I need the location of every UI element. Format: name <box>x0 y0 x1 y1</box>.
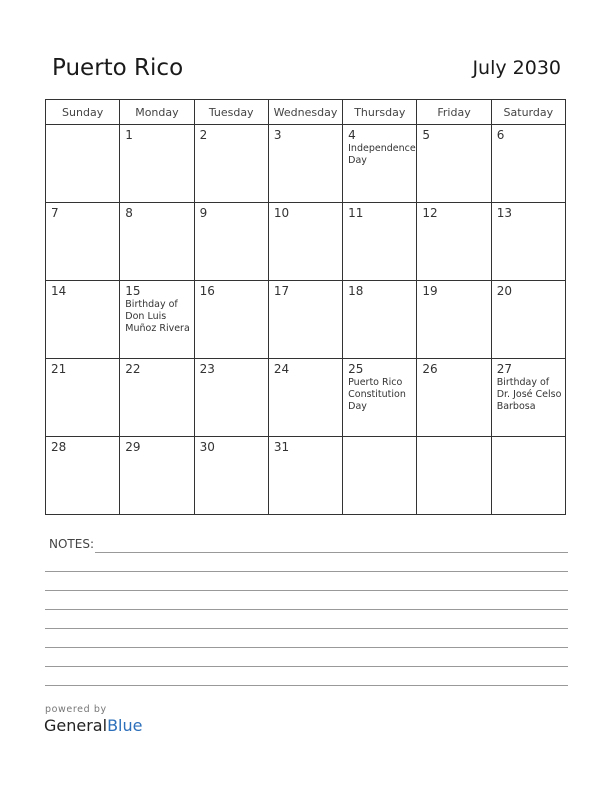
day-number: 20 <box>496 284 512 298</box>
day-number: 26 <box>422 362 438 376</box>
weekday-header: Wednesday <box>268 100 342 125</box>
day-number: 13 <box>496 206 512 220</box>
powered-by-label: powered by <box>45 704 107 715</box>
day-number: 14 <box>51 284 67 298</box>
day-cell <box>268 359 342 437</box>
day-cell <box>343 281 417 359</box>
day-number: 24 <box>273 362 290 376</box>
day-number: 11 <box>348 206 364 220</box>
day-number: 12 <box>422 206 438 220</box>
day-cell <box>46 281 120 359</box>
weekday-header: Sunday <box>46 100 120 125</box>
notes-line[interactable] <box>45 628 568 629</box>
weekday-header-row <box>46 100 566 125</box>
notes-line[interactable] <box>95 552 568 553</box>
notes-label: NOTES: <box>49 537 94 551</box>
day-number: 5 <box>422 128 431 142</box>
day-cell <box>194 203 268 281</box>
holiday-label: Puerto Rico Constitution Day <box>348 377 406 412</box>
day-number: 15 <box>125 284 141 298</box>
day-number: 8 <box>125 206 133 220</box>
day-cell <box>120 437 194 515</box>
day-cell <box>194 437 268 515</box>
day-cell <box>417 281 491 359</box>
day-number: 23 <box>199 362 215 376</box>
day-cell <box>417 437 491 515</box>
holiday-label: Birthday of Dr. José Celso Barbosa <box>496 377 562 412</box>
week-row <box>46 281 566 359</box>
notes-line[interactable] <box>45 666 568 667</box>
day-number: 2 <box>199 128 208 142</box>
day-cell <box>417 359 491 437</box>
day-number: 3 <box>273 128 282 142</box>
day-number: 9 <box>199 206 208 220</box>
day-number: 25 <box>348 362 364 376</box>
month-year-title: July 2030 <box>472 57 561 79</box>
day-number: 21 <box>51 362 67 376</box>
day-cell <box>343 437 417 515</box>
day-cell <box>491 359 565 437</box>
day-cell <box>46 359 120 437</box>
day-cell <box>120 125 194 203</box>
country-title: Puerto Rico <box>52 55 184 81</box>
day-number: 18 <box>348 284 364 298</box>
day-cell <box>343 359 417 437</box>
week-row <box>46 437 566 515</box>
notes-line[interactable] <box>45 685 568 686</box>
day-cell <box>46 203 120 281</box>
day-number: 27 <box>496 362 512 376</box>
week-row <box>46 359 566 437</box>
day-cell <box>46 437 120 515</box>
calendar-grid <box>45 99 566 515</box>
day-cell <box>491 203 565 281</box>
day-cell <box>417 125 491 203</box>
day-number: 6 <box>496 128 505 142</box>
day-cell <box>194 125 268 203</box>
day-number: 28 <box>51 440 67 454</box>
weekday-header: Thursday <box>343 100 417 125</box>
day-number: 19 <box>422 284 438 298</box>
weekday-header: Saturday <box>491 100 565 125</box>
day-cell <box>120 203 194 281</box>
day-number: 31 <box>273 440 290 454</box>
day-number: 17 <box>273 284 290 298</box>
day-cell <box>268 281 342 359</box>
day-cell <box>268 203 342 281</box>
day-number: 30 <box>199 440 215 454</box>
notes-line[interactable] <box>45 609 568 610</box>
notes-line[interactable] <box>45 571 568 572</box>
day-cell <box>491 437 565 515</box>
day-cell <box>268 437 342 515</box>
brand-general: General <box>44 716 108 735</box>
weekday-header: Friday <box>417 100 491 125</box>
holiday-label: Birthday of Don Luis Muñoz Rivera <box>125 299 190 334</box>
day-cell <box>194 281 268 359</box>
day-number: 7 <box>51 206 59 220</box>
day-cell <box>491 281 565 359</box>
day-number: 4 <box>348 128 356 142</box>
day-number: 16 <box>199 284 215 298</box>
weekday-header: Tuesday <box>194 100 268 125</box>
day-number: 1 <box>125 128 133 142</box>
notes-line[interactable] <box>45 590 568 591</box>
day-cell <box>268 125 342 203</box>
day-cell <box>46 125 120 203</box>
week-row <box>46 125 566 203</box>
day-number: 10 <box>273 206 290 220</box>
week-row <box>46 203 566 281</box>
notes-line[interactable] <box>45 647 568 648</box>
weekday-header: Monday <box>120 100 194 125</box>
day-number: 22 <box>125 362 141 376</box>
day-cell <box>120 281 194 359</box>
holiday-label: Independence Day <box>348 143 416 166</box>
day-cell <box>194 359 268 437</box>
day-cell <box>120 359 194 437</box>
day-cell <box>343 203 417 281</box>
day-cell <box>417 203 491 281</box>
day-cell <box>343 125 417 203</box>
brand-blue: Blue <box>107 716 143 735</box>
day-number: 29 <box>125 440 141 454</box>
day-cell <box>491 125 565 203</box>
generalblue-logo[interactable] <box>44 716 142 735</box>
